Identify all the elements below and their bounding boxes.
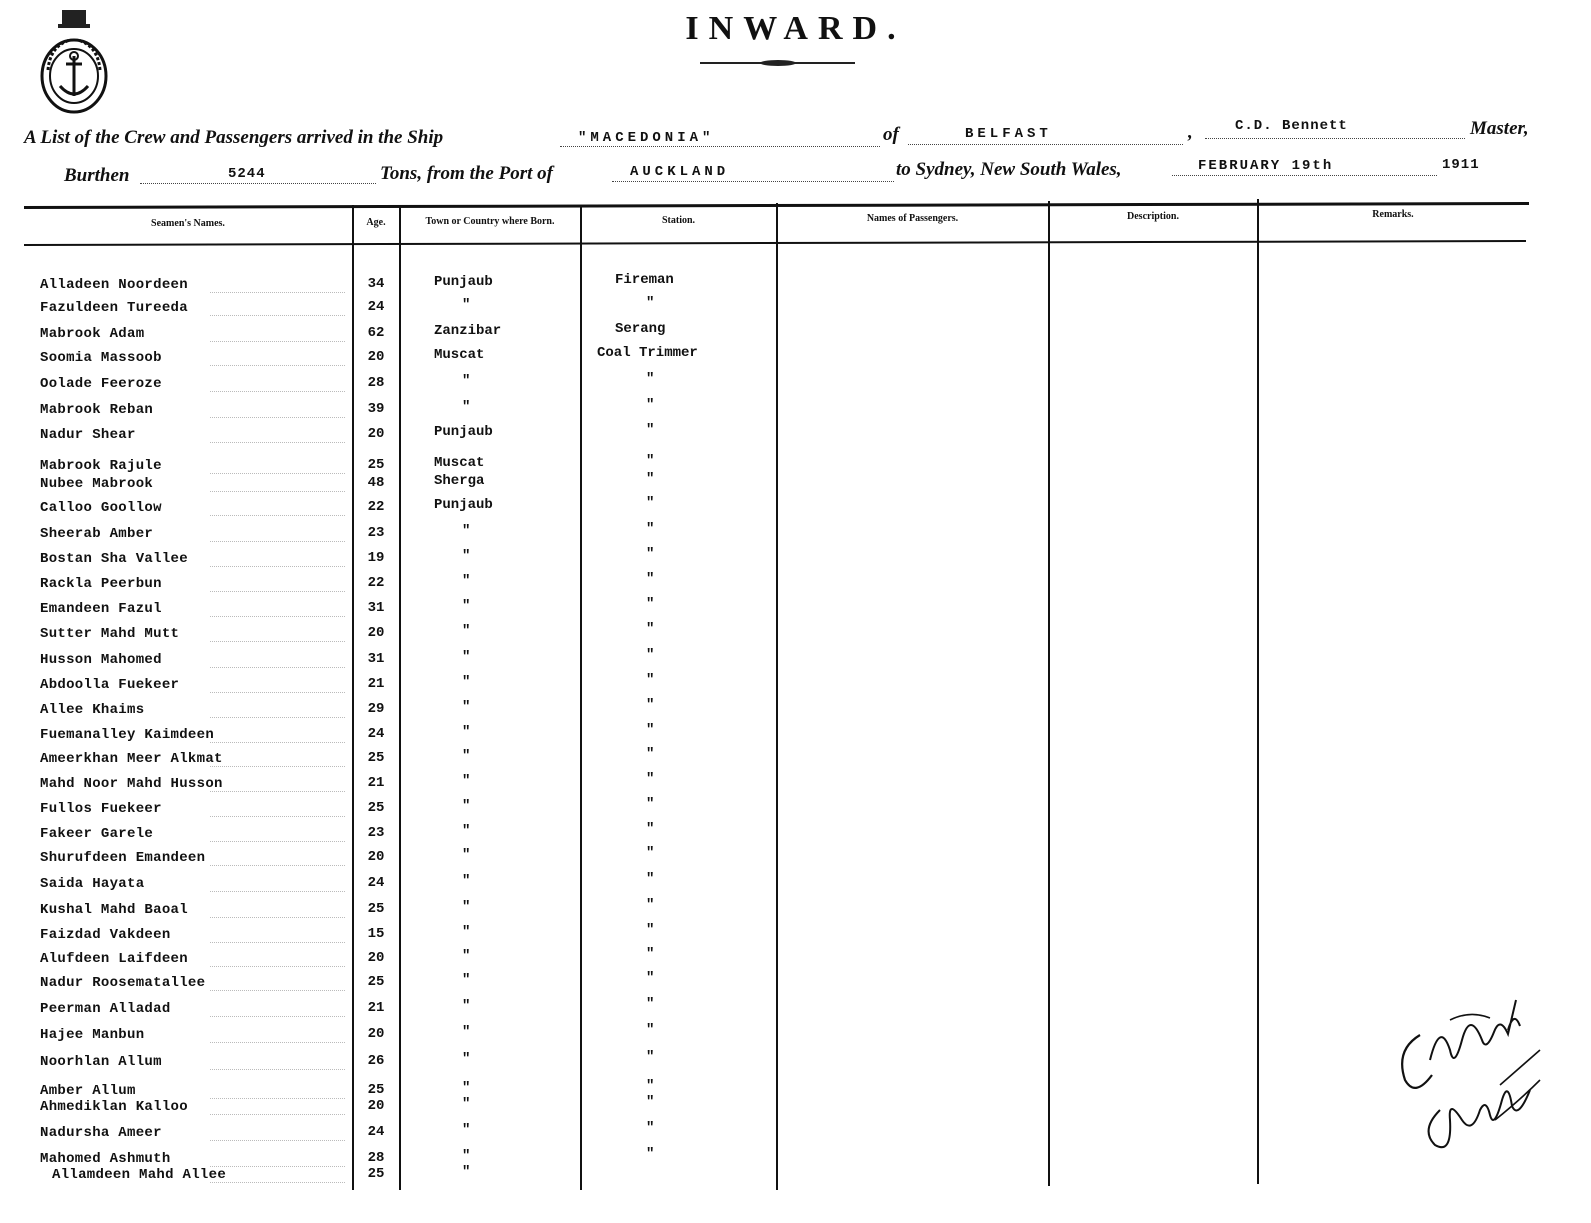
- seaman-name: Nadur Shear: [40, 427, 136, 443]
- seaman-station: ": [646, 821, 655, 837]
- master-fill-line: [1205, 137, 1465, 139]
- seaman-birthplace: ": [462, 748, 471, 764]
- seaman-station: ": [646, 1146, 655, 1162]
- seaman-name: Fullos Fuekeer: [40, 801, 162, 817]
- seaman-birthplace: ": [462, 998, 471, 1014]
- seaman-age: 28: [367, 375, 385, 391]
- document-title: INWARD.: [685, 10, 906, 47]
- seaman-name: Nadursha Ameer: [40, 1125, 162, 1141]
- seaman-name: Mabrook Adam: [40, 326, 145, 342]
- row-fill-line: [210, 490, 345, 492]
- seaman-age: 25: [367, 901, 385, 917]
- row-fill-line: [210, 615, 345, 617]
- seaman-age: 29: [367, 701, 385, 717]
- seaman-birthplace: ": [462, 674, 471, 690]
- seaman-name: Mabrook Rajule: [40, 458, 162, 474]
- row-fill-line: [210, 1181, 345, 1183]
- seaman-birthplace: Muscat: [434, 455, 485, 471]
- port-of-registry: BELFAST: [965, 126, 1052, 142]
- seaman-age: 21: [367, 676, 385, 692]
- row-fill-line: [210, 840, 345, 842]
- burthen-tons: 5244: [228, 166, 266, 182]
- seaman-age: 21: [367, 1000, 385, 1016]
- row-fill-line: [210, 741, 345, 743]
- seaman-birthplace: ": [462, 924, 471, 940]
- seaman-age: 20: [367, 950, 385, 966]
- seaman-station: ": [646, 771, 655, 787]
- seaman-station: ": [646, 746, 655, 762]
- seaman-age: 20: [367, 1026, 385, 1042]
- seaman-age: 19: [367, 550, 385, 566]
- seaman-station: ": [646, 471, 655, 487]
- seaman-station: ": [646, 796, 655, 812]
- seaman-birthplace: ": [462, 773, 471, 789]
- arrival-date: FEBRUARY 19th: [1198, 158, 1334, 174]
- seaman-age: 25: [367, 1166, 385, 1182]
- seaman-birthplace: ": [462, 1024, 471, 1040]
- seaman-name: Ahmediklan Kalloo: [40, 1099, 188, 1115]
- seaman-age: 24: [367, 299, 385, 315]
- seaman-station: ": [646, 1120, 655, 1136]
- row-fill-line: [210, 989, 345, 991]
- row-fill-line: [210, 691, 345, 693]
- seaman-birthplace: ": [462, 1051, 471, 1067]
- row-fill-line: [210, 965, 345, 967]
- column-divider-station: [580, 205, 582, 1190]
- seaman-station: ": [646, 845, 655, 861]
- seaman-name: Mabrook Reban: [40, 402, 154, 418]
- seaman-station: ": [646, 1078, 655, 1094]
- seaman-station: Fireman: [615, 272, 674, 288]
- seaman-age: 28: [367, 1150, 385, 1166]
- master-signature-image: [1390, 980, 1560, 1160]
- row-fill-line: [210, 916, 345, 918]
- seaman-age: 24: [367, 726, 385, 742]
- seaman-station: ": [646, 897, 655, 913]
- seaman-birthplace: Sherga: [434, 473, 485, 489]
- row-fill-line: [210, 1139, 345, 1141]
- seaman-age: 48: [367, 475, 385, 491]
- col-head-station: Station.: [661, 215, 696, 226]
- row-fill-line: [210, 941, 345, 943]
- seaman-birthplace: ": [462, 847, 471, 863]
- seaman-age: 31: [367, 600, 385, 616]
- seaman-name: Bostan Sha Vallee: [40, 551, 188, 567]
- col-head-age: Age.: [366, 217, 386, 228]
- seaman-age: 34: [367, 276, 385, 292]
- column-divider-born: [399, 205, 401, 1190]
- seaman-age: 22: [367, 575, 385, 591]
- title-underline: [700, 62, 855, 64]
- of-label: of: [883, 124, 899, 145]
- column-divider-remarks: [1257, 199, 1259, 1184]
- seaman-name: Calloo Goollow: [40, 500, 162, 516]
- seaman-age: 25: [367, 1082, 385, 1098]
- seaman-birthplace: ": [462, 724, 471, 740]
- row-fill-line: [210, 666, 345, 668]
- seaman-name: Sheerab Amber: [40, 526, 154, 542]
- row-fill-line: [210, 472, 345, 474]
- row-fill-line: [210, 514, 345, 516]
- seaman-station: ": [646, 495, 655, 511]
- seaman-station: ": [646, 295, 655, 311]
- seaman-age: 23: [367, 825, 385, 841]
- seaman-name: Mahomed Ashmuth: [40, 1151, 171, 1167]
- row-fill-line: [210, 364, 345, 366]
- master-name: C.D. Bennett: [1235, 118, 1348, 134]
- row-fill-line: [210, 565, 345, 567]
- seaman-birthplace: ": [462, 948, 471, 964]
- seaman-age: 20: [367, 625, 385, 641]
- seaman-birthplace: ": [462, 548, 471, 564]
- seaman-birthplace: ": [462, 623, 471, 639]
- seaman-station: ": [646, 697, 655, 713]
- seaman-name: Fakeer Garele: [40, 826, 154, 842]
- seaman-name: Ameerkhan Meer Alkmat: [40, 751, 223, 767]
- seaman-station: ": [646, 1049, 655, 1065]
- seaman-birthplace: ": [462, 1096, 471, 1112]
- seaman-birthplace: ": [462, 649, 471, 665]
- row-fill-line: [210, 1097, 345, 1099]
- seaman-birthplace: ": [462, 972, 471, 988]
- row-fill-line: [210, 540, 345, 542]
- seaman-age: 21: [367, 775, 385, 791]
- seaman-birthplace: ": [462, 899, 471, 915]
- date-fill-line: [1172, 174, 1437, 176]
- col-head-born: Town or Country where Born.: [425, 216, 555, 227]
- seaman-name: Emandeen Fazul: [40, 601, 162, 617]
- seaman-station: ": [646, 546, 655, 562]
- list-caption: A List of the Crew and Passengers arrived in the Ship: [24, 127, 444, 148]
- seaman-birthplace: ": [462, 1122, 471, 1138]
- row-fill-line: [210, 815, 345, 817]
- seaman-age: 31: [367, 651, 385, 667]
- seaman-station: ": [646, 397, 655, 413]
- seaman-age: 25: [367, 457, 385, 473]
- seaman-name: Mahd Noor Mahd Husson: [40, 776, 223, 792]
- seaman-age: 20: [367, 1098, 385, 1114]
- seaman-name: Alladeen Noordeen: [40, 277, 188, 293]
- seaman-station: ": [646, 1022, 655, 1038]
- tons-from-port-label: Tons, from the Port of: [380, 163, 553, 184]
- row-fill-line: [210, 416, 345, 418]
- seaman-name: Oolade Feeroze: [40, 376, 162, 392]
- row-fill-line: [210, 1113, 345, 1115]
- seaman-birthplace: ": [462, 1080, 471, 1096]
- seaman-age: 20: [367, 349, 385, 365]
- col-head-seamen: Seamen's Names.: [151, 218, 225, 229]
- seaman-name: Faizdad Vakdeen: [40, 927, 171, 943]
- seaman-name: Sutter Mahd Mutt: [40, 626, 180, 642]
- seaman-name: Rackla Peerbun: [40, 576, 162, 592]
- seaman-age: 20: [367, 426, 385, 442]
- col-head-description: Description.: [1127, 211, 1179, 222]
- row-fill-line: [210, 441, 345, 443]
- seaman-station: ": [646, 922, 655, 938]
- seaman-age: 15: [367, 926, 385, 942]
- seaman-station: ": [646, 672, 655, 688]
- seaman-name: Nadur Roosematallee: [40, 975, 206, 991]
- seaman-station: ": [646, 946, 655, 962]
- seaman-name: Fazuldeen Tureeda: [40, 300, 188, 316]
- col-head-remarks: Remarks.: [1372, 209, 1414, 220]
- row-fill-line: [210, 291, 345, 293]
- seaman-station: ": [646, 371, 655, 387]
- column-divider-description: [1048, 201, 1050, 1186]
- row-fill-line: [210, 765, 345, 767]
- seaman-station: ": [646, 1094, 655, 1110]
- seaman-birthplace: ": [462, 573, 471, 589]
- seaman-birthplace: ": [462, 873, 471, 889]
- row-fill-line: [210, 1015, 345, 1017]
- seaman-name: Alufdeen Laifdeen: [40, 951, 188, 967]
- header-bottom-rule: [24, 240, 1526, 245]
- seaman-age: 23: [367, 525, 385, 541]
- seaman-birthplace: ": [462, 373, 471, 389]
- seaman-birthplace: Zanzibar: [434, 323, 502, 339]
- seaman-age: 26: [367, 1053, 385, 1069]
- seaman-birthplace: Punjaub: [434, 274, 493, 290]
- seaman-name: Nubee Mabrook: [40, 476, 154, 492]
- row-fill-line: [210, 314, 345, 316]
- burthen-label: Burthen: [64, 165, 130, 186]
- col-head-passengers: Names of Passengers.: [866, 213, 959, 224]
- seaman-station: ": [646, 647, 655, 663]
- seaman-name: Shurufdeen Emandeen: [40, 850, 206, 866]
- seaman-name: Saida Hayata: [40, 876, 145, 892]
- master-label: Master,: [1470, 118, 1529, 139]
- seaman-station: Serang: [615, 321, 666, 337]
- column-divider-age: [352, 205, 354, 1190]
- seaman-birthplace: ": [462, 1148, 471, 1164]
- seaman-name: Soomia Massoob: [40, 350, 162, 366]
- row-fill-line: [210, 1041, 345, 1043]
- column-divider-passengers: [776, 203, 778, 1190]
- seaman-station: ": [646, 422, 655, 438]
- from-port: AUCKLAND: [630, 164, 730, 180]
- seaman-station: Coal Trimmer: [597, 345, 698, 361]
- seaman-station: ": [646, 521, 655, 537]
- seaman-station: ": [646, 970, 655, 986]
- seaman-age: 25: [367, 800, 385, 816]
- comma: ,: [1188, 122, 1193, 143]
- seaman-birthplace: Punjaub: [434, 497, 493, 513]
- seaman-age: 24: [367, 1124, 385, 1140]
- seaman-station: ": [646, 596, 655, 612]
- seaman-age: 39: [367, 401, 385, 417]
- seaman-age: 22: [367, 499, 385, 515]
- seaman-age: 25: [367, 750, 385, 766]
- row-fill-line: [210, 890, 345, 892]
- seaman-name: Amber Allum: [40, 1083, 136, 1099]
- registry-fill-line: [908, 143, 1183, 145]
- row-fill-line: [210, 790, 345, 792]
- seaman-station: ": [646, 996, 655, 1012]
- seaman-birthplace: ": [462, 699, 471, 715]
- seaman-age: 24: [367, 875, 385, 891]
- seaman-name: Fuemanalley Kaimdeen: [40, 727, 215, 743]
- from-port-fill-line: [612, 180, 894, 182]
- seaman-age: 25: [367, 974, 385, 990]
- seaman-name: Allamdeen Mahd Allee: [52, 1167, 227, 1183]
- seaman-station: ": [646, 571, 655, 587]
- seaman-birthplace: ": [462, 798, 471, 814]
- seaman-name: Abdoolla Fuekeer: [40, 677, 180, 693]
- seaman-age: 20: [367, 849, 385, 865]
- seaman-birthplace: Muscat: [434, 347, 485, 363]
- destination-label: to Sydney, New South Wales,: [896, 159, 1122, 180]
- seaman-name: Peerman Alladad: [40, 1001, 171, 1017]
- seaman-name: Noorhlan Allum: [40, 1054, 162, 1070]
- row-fill-line: [210, 1068, 345, 1070]
- row-fill-line: [210, 340, 345, 342]
- row-fill-line: [210, 640, 345, 642]
- burthen-fill-line: [140, 182, 376, 184]
- row-fill-line: [210, 864, 345, 866]
- seaman-birthplace: ": [462, 297, 471, 313]
- seaman-birthplace: ": [462, 598, 471, 614]
- seaman-station: ": [646, 453, 655, 469]
- seaman-birthplace: ": [462, 823, 471, 839]
- seaman-birthplace: ": [462, 399, 471, 415]
- arrival-year: 1911: [1442, 157, 1480, 173]
- row-fill-line: [210, 590, 345, 592]
- row-fill-line: [210, 1165, 345, 1167]
- row-fill-line: [210, 390, 345, 392]
- seaman-birthplace: Punjaub: [434, 424, 493, 440]
- seaman-station: ": [646, 621, 655, 637]
- ship-name: "MACEDONIA": [578, 130, 715, 146]
- seaman-birthplace: ": [462, 1164, 471, 1180]
- seaman-name: Allee Khaims: [40, 702, 145, 718]
- seaman-station: ": [646, 871, 655, 887]
- seaman-age: 62: [367, 325, 385, 341]
- seaman-birthplace: ": [462, 523, 471, 539]
- seaman-station: ": [646, 722, 655, 738]
- seaman-name: Husson Mahomed: [40, 652, 162, 668]
- row-fill-line: [210, 716, 345, 718]
- seaman-name: Kushal Mahd Baoal: [40, 902, 188, 918]
- seaman-name: Hajee Manbun: [40, 1027, 145, 1043]
